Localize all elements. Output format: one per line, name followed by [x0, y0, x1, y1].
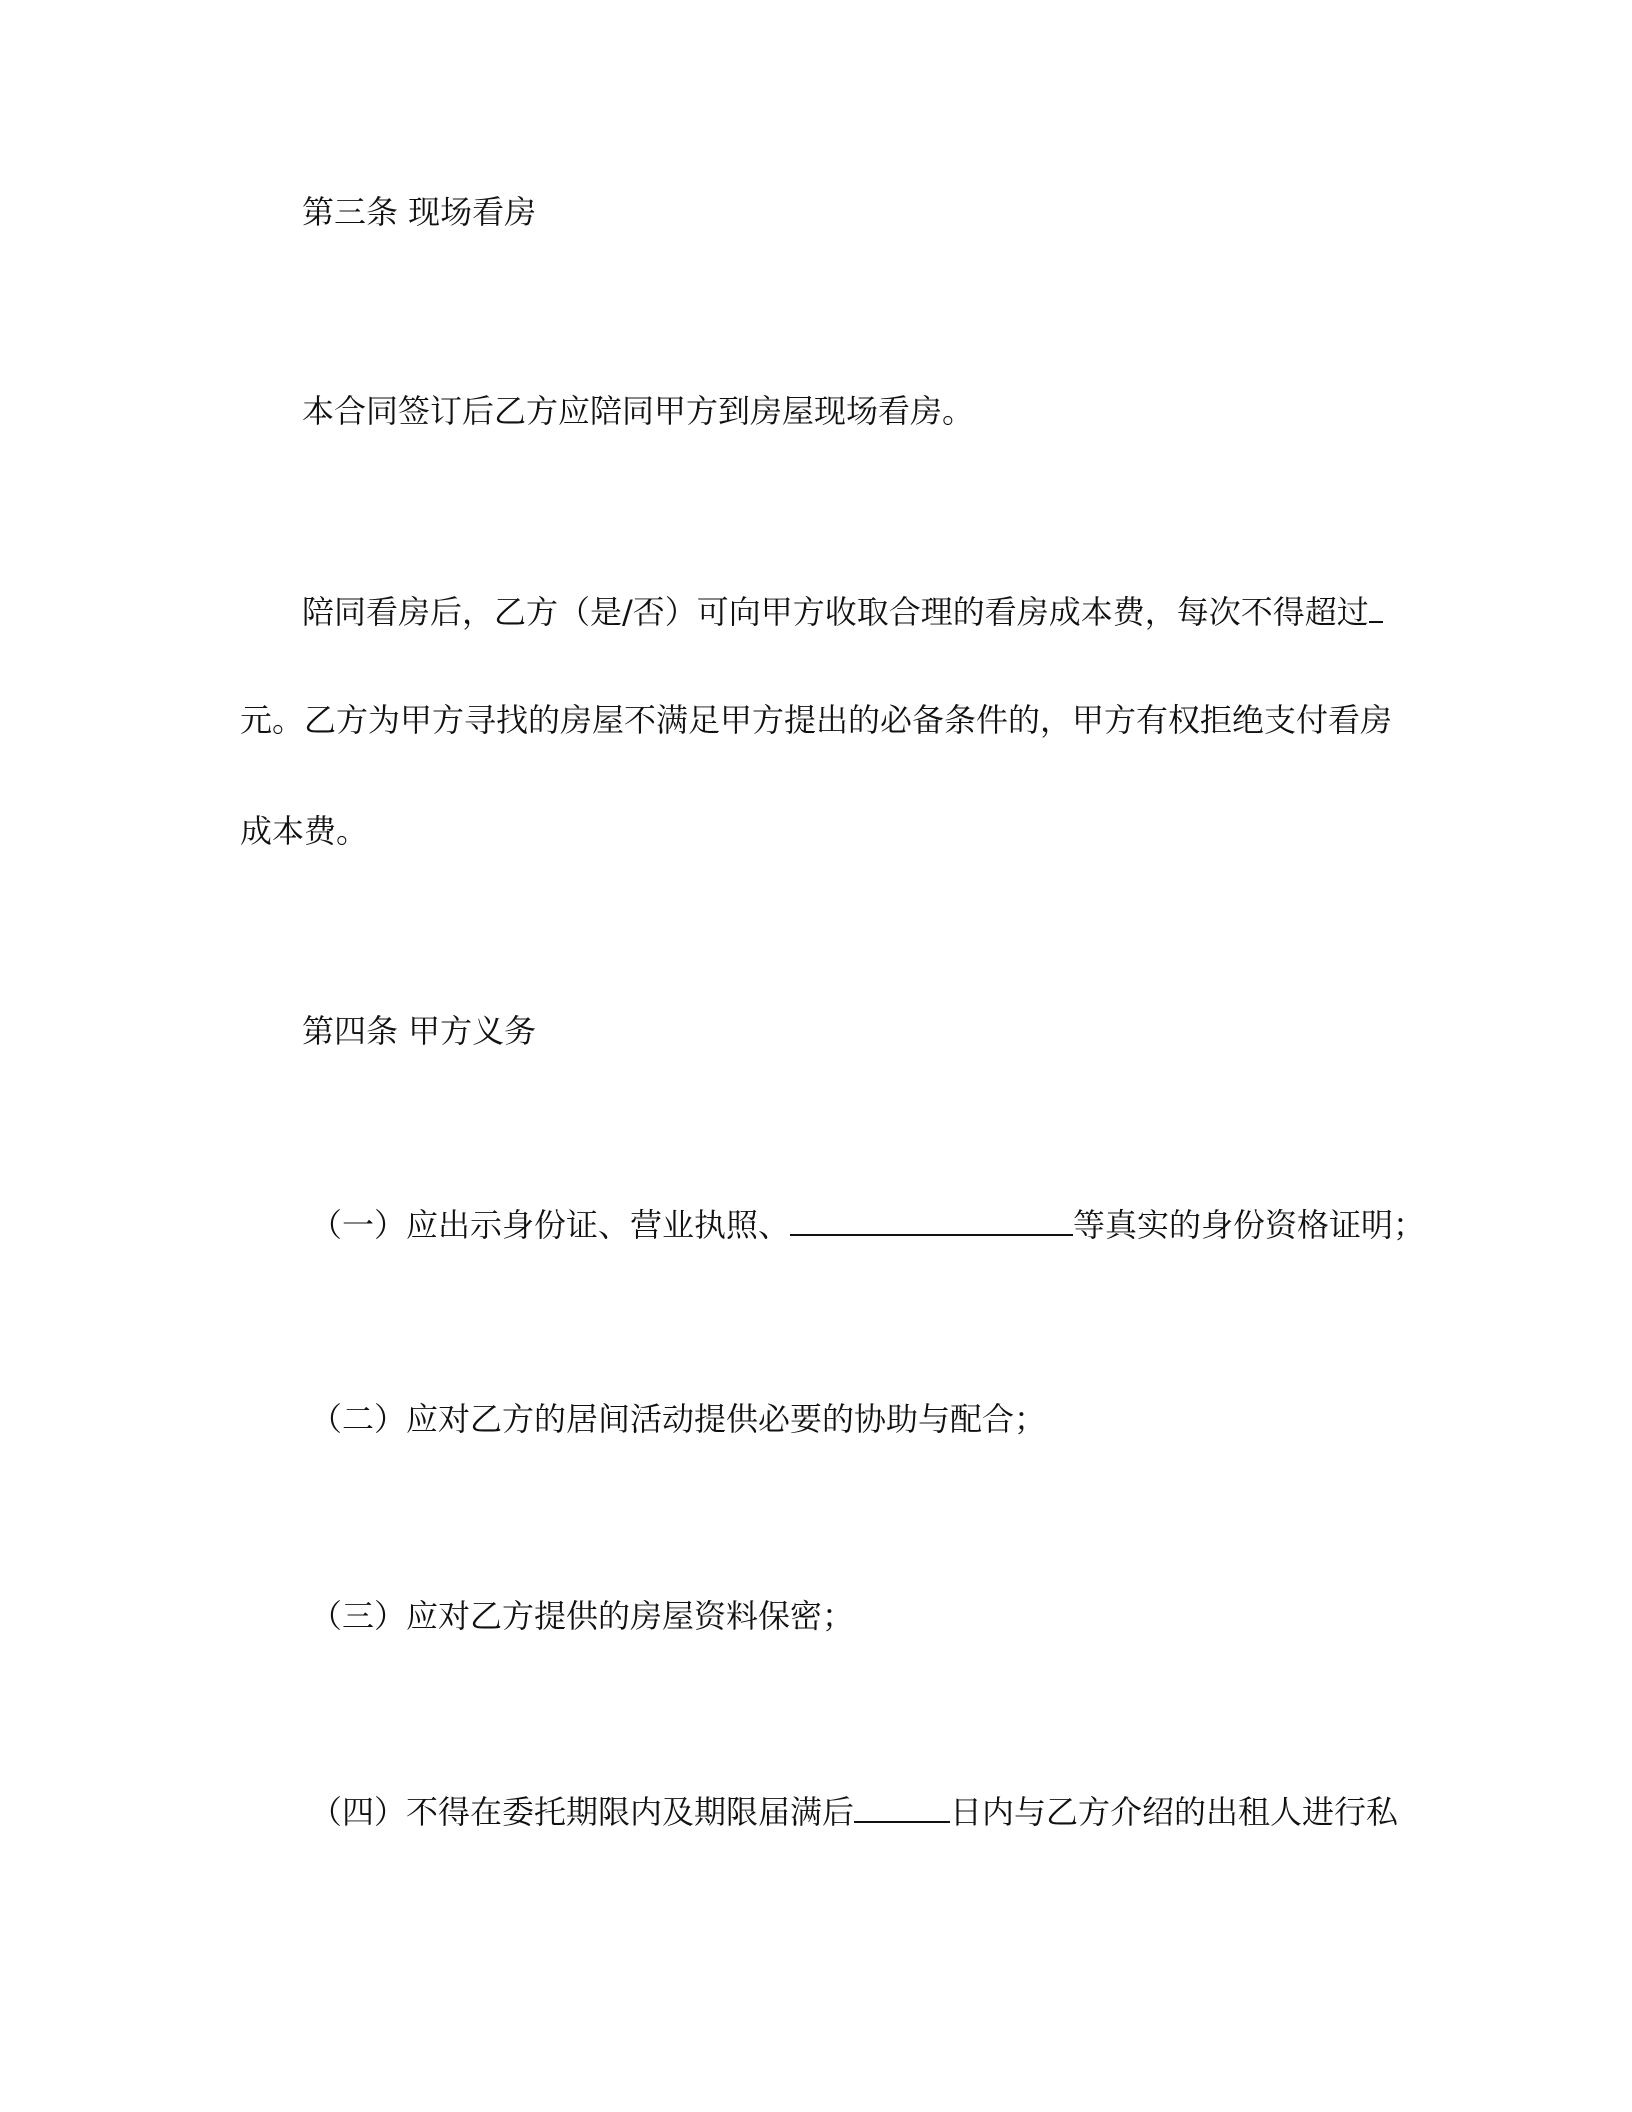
article-3-paragraph-1: 本合同签订后乙方应陪同甲方到房屋现场看房。	[302, 392, 975, 430]
item-4-text-before: （四）不得在委托期限内及期限届满后	[310, 1793, 855, 1831]
days-blank	[854, 1791, 950, 1823]
item-4-text-after: 日内与乙方介绍的出租人进行私	[950, 1793, 1399, 1831]
article-4-item-3: （三）应对乙方提供的房屋资料保密；	[310, 1597, 855, 1635]
article-3-heading: 第三条 现场看房	[302, 193, 537, 231]
article-4-item-2: （二）应对乙方的居间活动提供必要的协助与配合；	[310, 1400, 1047, 1438]
article-4-item-4	[310, 1791, 1398, 1832]
article-3-paragraph-2-line-3: 成本费。	[240, 812, 369, 850]
item-1-text-after: 等真实的身份资格证明；	[1073, 1206, 1426, 1244]
article-3-paragraph-2-text: 陪同看房后，乙方（是/否）可向甲方收取合理的看房成本费，每次不得超过	[302, 593, 1369, 631]
article-3-paragraph-2-line-1	[302, 591, 1383, 632]
fee-limit-blank	[1369, 591, 1383, 623]
article-4-heading: 第四条 甲方义务	[302, 1012, 537, 1050]
article-3-paragraph-2-line-2: 元。乙方为甲方寻找的房屋不满足甲方提出的必备条件的，甲方有权拒绝支付看房	[240, 701, 1393, 739]
identity-document-blank	[790, 1204, 1073, 1236]
article-4-item-1	[310, 1204, 1425, 1245]
item-1-text-before: （一）应出示身份证、营业执照、	[310, 1206, 791, 1244]
